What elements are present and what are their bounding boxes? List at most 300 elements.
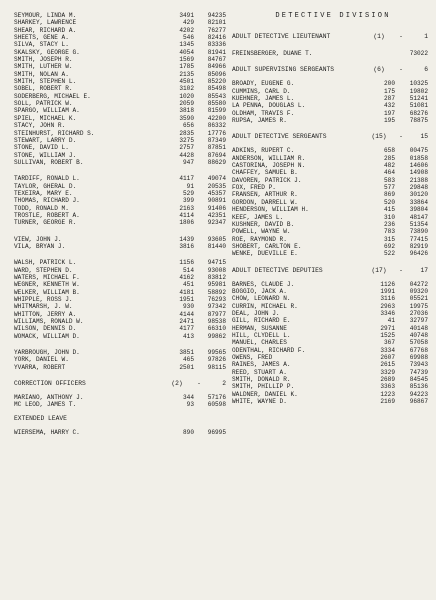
roster-row [232, 303, 428, 310]
badge-number: 692 [384, 242, 395, 250]
employee-id: 95981 [207, 281, 226, 289]
badge-number: 2971 [380, 324, 395, 332]
person-name: CASTORINA, JOSEPH N. [232, 162, 306, 170]
roster-row [232, 110, 428, 117]
person-name: SPARGO, WILLIAM A. [14, 107, 80, 115]
person-name: TARDIFF, RONALD L. [14, 175, 80, 183]
person-name: WATERS, MICHAEL F. [14, 274, 80, 281]
roster-row [14, 219, 226, 226]
employee-id: 45357 [207, 189, 226, 197]
employee-id: 98538 [207, 318, 226, 326]
roster-row [232, 361, 428, 368]
roster-row [232, 295, 428, 302]
roster-row [232, 184, 428, 191]
person-name: ANDERSON, WILLIAM R. [232, 154, 306, 162]
roster-row [232, 191, 428, 198]
badge-number: 656 [183, 122, 194, 130]
badge-number: 930 [183, 303, 194, 311]
badge-number: 2059 [179, 100, 194, 108]
employee-id: 68276 [409, 109, 428, 117]
roster-row [14, 259, 226, 266]
person-name: KUEHNER, JAMES L. [232, 95, 295, 103]
roster-row [14, 71, 226, 78]
person-name: SMITH, DONALD R. [232, 376, 291, 384]
roster-row [232, 169, 428, 176]
section-dash: - [399, 66, 403, 74]
badge-number: 451 [183, 281, 194, 289]
roster-row [14, 243, 226, 250]
badge-number: 2471 [179, 318, 194, 326]
person-name: DEAL, JOHN J. [232, 309, 280, 317]
roster-row [14, 122, 226, 129]
person-name: STONE, WILLIAM J. [14, 151, 77, 159]
badge-number: 3346 [380, 309, 395, 317]
person-name: DAVOREN, PATRICK J. [232, 176, 302, 184]
employee-id: 69988 [409, 354, 428, 361]
employee-id: 73890 [409, 228, 428, 236]
badge-number: 1020 [179, 92, 194, 100]
roster-row [232, 369, 428, 376]
section-total: 17 [420, 266, 428, 274]
person-name: SMITH, JOSEPH R. [14, 56, 73, 64]
employee-id: 51241 [409, 95, 428, 103]
badge-number: 1991 [380, 287, 395, 295]
badge-number: 2607 [380, 354, 395, 361]
employee-id: 19975 [409, 302, 428, 310]
employee-id: 93008 [207, 266, 226, 274]
employee-id: 51354 [409, 220, 428, 228]
employee-id: 96426 [409, 250, 428, 258]
person-name: MANUEL, CHARLES [232, 339, 287, 347]
roster-row [14, 137, 226, 144]
badge-number: 91 [186, 182, 194, 190]
roster-row [14, 19, 226, 26]
roster-row [14, 349, 226, 356]
person-name: KEEF, JAMES L. [232, 213, 284, 221]
person-name: TURNER, GEORGE R. [14, 219, 77, 227]
person-name: SKALSKY, GEORGE G. [14, 48, 80, 56]
employee-id: 82919 [409, 242, 428, 250]
badge-number: 4428 [179, 151, 194, 159]
roster-row [232, 243, 428, 250]
person-name: VIEW, JOHN J. [14, 235, 62, 243]
badge-number: 1525 [380, 331, 395, 339]
employee-id: 85543 [207, 92, 226, 100]
employee-id: 76277 [207, 26, 226, 34]
employee-id: 51081 [409, 102, 428, 110]
section-label: ADULT SUPERVISING SERGEANTS [232, 66, 335, 74]
employee-id: 77415 [409, 235, 428, 243]
person-name: SHEAR, RICHARD A. [14, 26, 77, 34]
employee-id: 98115 [207, 363, 226, 371]
roster-row [14, 144, 226, 151]
person-name: YVARRA, ROBERT [14, 363, 66, 371]
badge-number: 2163 [179, 204, 194, 212]
roster-row [14, 27, 226, 34]
badge-number: 4144 [179, 310, 194, 318]
section-dash: - [399, 133, 403, 141]
person-name: SHOBERT, CARLTON E. [232, 242, 302, 250]
person-name: SEYMOUR, LINDA M. [14, 12, 77, 19]
roster-row [232, 281, 428, 288]
employee-id: 91406 [207, 204, 226, 212]
badge-number: 2757 [179, 144, 194, 152]
badge-number: 285 [384, 154, 395, 162]
employee-id: 94715 [207, 259, 226, 267]
badge-number: 947 [183, 158, 194, 166]
employee-id: 82416 [207, 34, 226, 42]
badge-number: 3102 [179, 85, 194, 93]
roster-row [232, 206, 428, 213]
section-total: 1 [424, 33, 428, 40]
badge-number: 367 [384, 339, 395, 347]
employee-id: 32797 [409, 317, 428, 325]
person-name: WHIPPLE, ROSS J. [14, 296, 73, 304]
roster-row [232, 88, 428, 95]
section-label: ADULT DETECTIVE DEPUTIES [232, 266, 323, 274]
employee-id: 87851 [207, 144, 226, 152]
badge-number: 200 [384, 80, 395, 88]
badge-number: 2135 [179, 70, 194, 78]
roster-row [232, 214, 428, 221]
badge-number: 4181 [179, 288, 194, 296]
roster-row [14, 274, 226, 281]
person-name: CURRIN, MICHAEL R. [232, 302, 298, 310]
employee-id: 82101 [207, 19, 226, 27]
badge-number: 1156 [179, 259, 194, 267]
section-count: (6) [373, 66, 385, 74]
person-name: SPIEL, MICHAEL K. [14, 114, 77, 122]
person-name: WELKER, WILLIAM B. [14, 288, 80, 296]
badge-number: 1569 [179, 56, 194, 64]
employee-id: 49074 [207, 175, 226, 183]
employee-id: 21388 [409, 176, 428, 184]
badge-number: 175 [384, 87, 395, 95]
roster-row [14, 78, 226, 85]
person-name: TODD, RONALD M. [14, 204, 69, 212]
person-name: TAYLOR, GHERAL D. [14, 182, 77, 190]
roster-row [14, 175, 226, 182]
section-label: EXTENDED LEAVE [14, 414, 67, 422]
employee-id: 83336 [207, 41, 226, 49]
person-name: SMITH, STEPHEN L. [14, 78, 77, 86]
section-count: (15) [371, 133, 387, 141]
roster-row [232, 347, 428, 354]
person-name: WOMACK, WILLIAM D. [14, 332, 80, 340]
person-name: POWELL, WAYNE W. [232, 228, 291, 236]
person-name: WEGNER, KENNETH W. [14, 281, 80, 289]
person-name: WILSON, DENNIS D. [14, 325, 77, 333]
person-name: SOLL, PATRICK W. [14, 100, 73, 108]
person-name: WALSH, PATRICK L. [14, 259, 77, 267]
person-name: ADKINS, RUPERT C. [232, 147, 295, 155]
badge-number: 3116 [380, 295, 395, 303]
section-header [232, 66, 428, 74]
person-name: STONE, DAVID L. [14, 144, 69, 152]
person-name: HERMAN, SUSANNE [232, 324, 287, 332]
section-total: 15 [420, 133, 428, 141]
roster-row [232, 354, 428, 361]
employee-id: 96995 [207, 428, 226, 436]
roster-row [232, 250, 428, 257]
employee-id: 33864 [409, 198, 428, 206]
person-name: THOMAS, RICHARD J. [14, 197, 80, 205]
roster-row [232, 332, 428, 339]
roster-row [232, 199, 428, 206]
roster-row [232, 288, 428, 295]
badge-number: 287 [384, 95, 395, 103]
person-name: BARNES, CLAUDE J. [232, 280, 295, 288]
roster-row [14, 311, 226, 318]
badge-number: 1439 [179, 235, 194, 243]
person-name: SILVA, STACY L. [14, 41, 69, 49]
employee-id: 97342 [207, 303, 226, 311]
employee-id: 84545 [409, 376, 428, 384]
roster-row [14, 205, 226, 212]
roster-row [232, 177, 428, 184]
badge-number: 1126 [380, 280, 395, 288]
roster-row [14, 333, 226, 340]
badge-number: 1951 [179, 296, 194, 304]
section-label: ADULT DETECTIVE SERGEANTS [232, 133, 327, 141]
roster-row [232, 383, 428, 390]
roster-row [14, 190, 226, 197]
roster-row [232, 391, 428, 398]
person-name: SODERBERG, MICHAEL E. [14, 92, 91, 100]
person-name: FRANSEN, ARTHUR R. [232, 191, 298, 199]
roster-row [14, 93, 226, 100]
badge-number: 315 [384, 235, 395, 243]
person-name: WALDNER, DANIEL K. [232, 390, 298, 398]
roster-row [14, 303, 226, 310]
badge-number: 344 [183, 394, 194, 402]
employee-id: 94223 [409, 390, 428, 398]
badge-number: 464 [384, 169, 395, 177]
person-name: MARIANO, ANTHONY J. [14, 394, 84, 402]
badge-number: 236 [384, 220, 395, 228]
badge-number: 429 [183, 19, 194, 27]
badge-number: 195 [384, 117, 395, 125]
roster-row [14, 115, 226, 122]
roster-row [14, 296, 226, 303]
badge-number: 415 [384, 206, 395, 214]
section-total: 6 [424, 66, 428, 74]
person-name: WENKE, DUEVILLE E. [232, 250, 298, 258]
employee-id: 57058 [409, 339, 428, 347]
employee-id: 99862 [207, 332, 226, 340]
badge-number: 3851 [179, 349, 194, 357]
person-name: YORK, DANIEL W. [14, 356, 69, 364]
employee-id: 81440 [207, 242, 226, 250]
roster-row [14, 49, 226, 56]
employee-id: 57176 [207, 394, 226, 402]
employee-id: 73943 [409, 361, 428, 369]
person-name: WARD, STEPHEN D. [14, 266, 73, 274]
badge-number: 2963 [380, 302, 395, 310]
employee-id: 30120 [409, 191, 428, 199]
employee-id: 87694 [207, 151, 226, 159]
person-name: ODENTHAL, RICHARD F. [232, 346, 306, 354]
roster-row [232, 236, 428, 243]
section-count: (1) [373, 33, 385, 40]
roster-row [14, 107, 226, 114]
badge-number: 583 [384, 176, 395, 184]
employee-id: 86332 [207, 122, 226, 130]
person-name: SULLIVAN, ROBERT B. [14, 158, 84, 166]
badge-number: 4114 [179, 211, 194, 219]
badge-number: 3329 [380, 368, 395, 376]
badge-number: 3334 [380, 346, 395, 354]
employee-id: 10325 [409, 80, 428, 88]
roster-row [14, 325, 226, 332]
section-header-correction-officers [14, 380, 226, 388]
person-name: SOBEL, ROBERT R. [14, 85, 73, 93]
badge-number: 4162 [179, 274, 194, 281]
person-name: WIERSEMA, HARRY C. [14, 428, 80, 436]
person-name: SMITH, PHILLIP P. [232, 383, 295, 391]
person-name: LA PENNA, DOUGLAS L. [232, 102, 306, 110]
badge-number: 3491 [179, 12, 194, 19]
person-name: STEWART, LARRY D. [14, 136, 77, 144]
badge-number: 3363 [380, 383, 395, 391]
person-name: SMITH, LUTHER W. [14, 63, 73, 71]
person-name: REED, STUART A. [232, 368, 287, 376]
roster-row [232, 117, 428, 124]
roster-row [14, 12, 226, 19]
person-name: YARBROUGH, JOHN D. [14, 349, 80, 357]
section-header-extended-leave [14, 415, 226, 423]
badge-number: 399 [183, 197, 194, 205]
employee-id: 76293 [207, 296, 226, 304]
employee-id: 85096 [207, 70, 226, 78]
employee-id: 84767 [207, 56, 226, 64]
employee-id: 84966 [207, 63, 226, 71]
right-column [232, 12, 428, 405]
roster-row [14, 401, 226, 408]
roster-row [14, 267, 226, 274]
employee-id: 04272 [409, 280, 428, 288]
roster-row [232, 147, 428, 154]
person-name: OWENS, FRED [232, 354, 273, 361]
badge-number: 413 [183, 332, 194, 340]
roster-row [14, 429, 226, 436]
roster-row [14, 152, 226, 159]
badge-number: 3590 [179, 114, 194, 122]
employee-id: 42351 [207, 211, 226, 219]
employee-id: 66310 [207, 325, 226, 333]
person-name: RAINES, JAMES A. [232, 361, 291, 369]
roster-row [14, 356, 226, 363]
section-dash: - [197, 380, 201, 388]
employee-id: 39804 [409, 206, 428, 214]
badge-number: 529 [183, 189, 194, 197]
section-count: (2) [171, 380, 183, 388]
employee-id: 17776 [207, 129, 226, 137]
employee-id: 85580 [207, 100, 226, 108]
badge-number: 546 [183, 34, 194, 42]
roster-row [232, 221, 428, 228]
badge-number: 465 [183, 356, 194, 364]
employee-id: 87349 [207, 136, 226, 144]
section-dash: - [399, 266, 403, 274]
badge-number: 2615 [380, 361, 395, 369]
employee-id: 60598 [207, 401, 226, 409]
roster-row [232, 310, 428, 317]
person-name: GORDON, DARRELL W. [232, 198, 298, 206]
employee-id: 87977 [207, 310, 226, 318]
roster-row [14, 183, 226, 190]
employee-id: 29848 [409, 184, 428, 192]
person-name: OLDHAM, TRAVIS F. [232, 109, 295, 117]
roster-row [14, 197, 226, 204]
person-name: SHEETS, GENE A. [14, 34, 69, 42]
section-total: 2 [222, 380, 226, 388]
roster-row [232, 162, 428, 169]
roster-row [14, 100, 226, 107]
roster-row [14, 159, 226, 166]
employee-id: 93605 [207, 235, 226, 243]
badge-number: 482 [384, 162, 395, 170]
section-label: ADULT DETECTIVE LIEUTENANT [232, 33, 331, 40]
badge-number: 2169 [380, 398, 395, 406]
employee-id: 97826 [207, 356, 226, 364]
badge-number: 869 [384, 191, 395, 199]
section-dash: - [399, 33, 403, 40]
employee-id: 85498 [207, 85, 226, 93]
employee-id: 85136 [409, 383, 428, 391]
roster-row [232, 339, 428, 346]
employee-id: 40748 [409, 331, 428, 339]
person-name: TEXEIRA, MARY E. [14, 189, 73, 197]
person-name: MC LEOD, JAMES T. [14, 401, 77, 409]
person-name: WHITTON, JERRY A. [14, 310, 77, 318]
employee-id: 20535 [207, 182, 226, 190]
roster-row [232, 317, 428, 324]
employee-id: 90891 [207, 197, 226, 205]
roster-row [14, 394, 226, 401]
person-name: FREINSBERGER, DUANE T. [232, 50, 313, 57]
person-name: ROE, RAYMOND R. [232, 235, 287, 243]
employee-id: 09320 [409, 287, 428, 295]
employee-id: 85220 [207, 78, 226, 86]
badge-number: 577 [384, 184, 395, 192]
employee-id: 48147 [409, 213, 428, 221]
person-name: SHARKEY, LAWRENCE [14, 19, 77, 27]
employee-id: 14908 [409, 169, 428, 177]
person-name: WHITMARSH, J. W. [14, 303, 73, 311]
badge-number: 4054 [179, 48, 194, 56]
badge-number: 522 [384, 250, 395, 258]
roster-row [232, 376, 428, 383]
badge-number: 514 [183, 266, 194, 274]
roster-row [232, 228, 428, 235]
employee-id: 14606 [409, 162, 428, 170]
employee-id: 74739 [409, 368, 428, 376]
person-name: FOX, FRED P. [232, 184, 276, 192]
person-name: SMITH, NOLAN A. [14, 70, 69, 78]
employee-id: 78875 [409, 117, 428, 125]
section-header [232, 267, 428, 275]
badge-number: 2501 [179, 363, 194, 371]
badge-number: 3275 [179, 136, 194, 144]
roster-row [232, 80, 428, 87]
employee-id: 00475 [409, 147, 428, 155]
person-name: HILL, CLYDELL L. [232, 331, 291, 339]
roster-row [14, 318, 226, 325]
left-column [14, 12, 226, 436]
roster-row [14, 289, 226, 296]
section-count: (17) [371, 266, 387, 274]
